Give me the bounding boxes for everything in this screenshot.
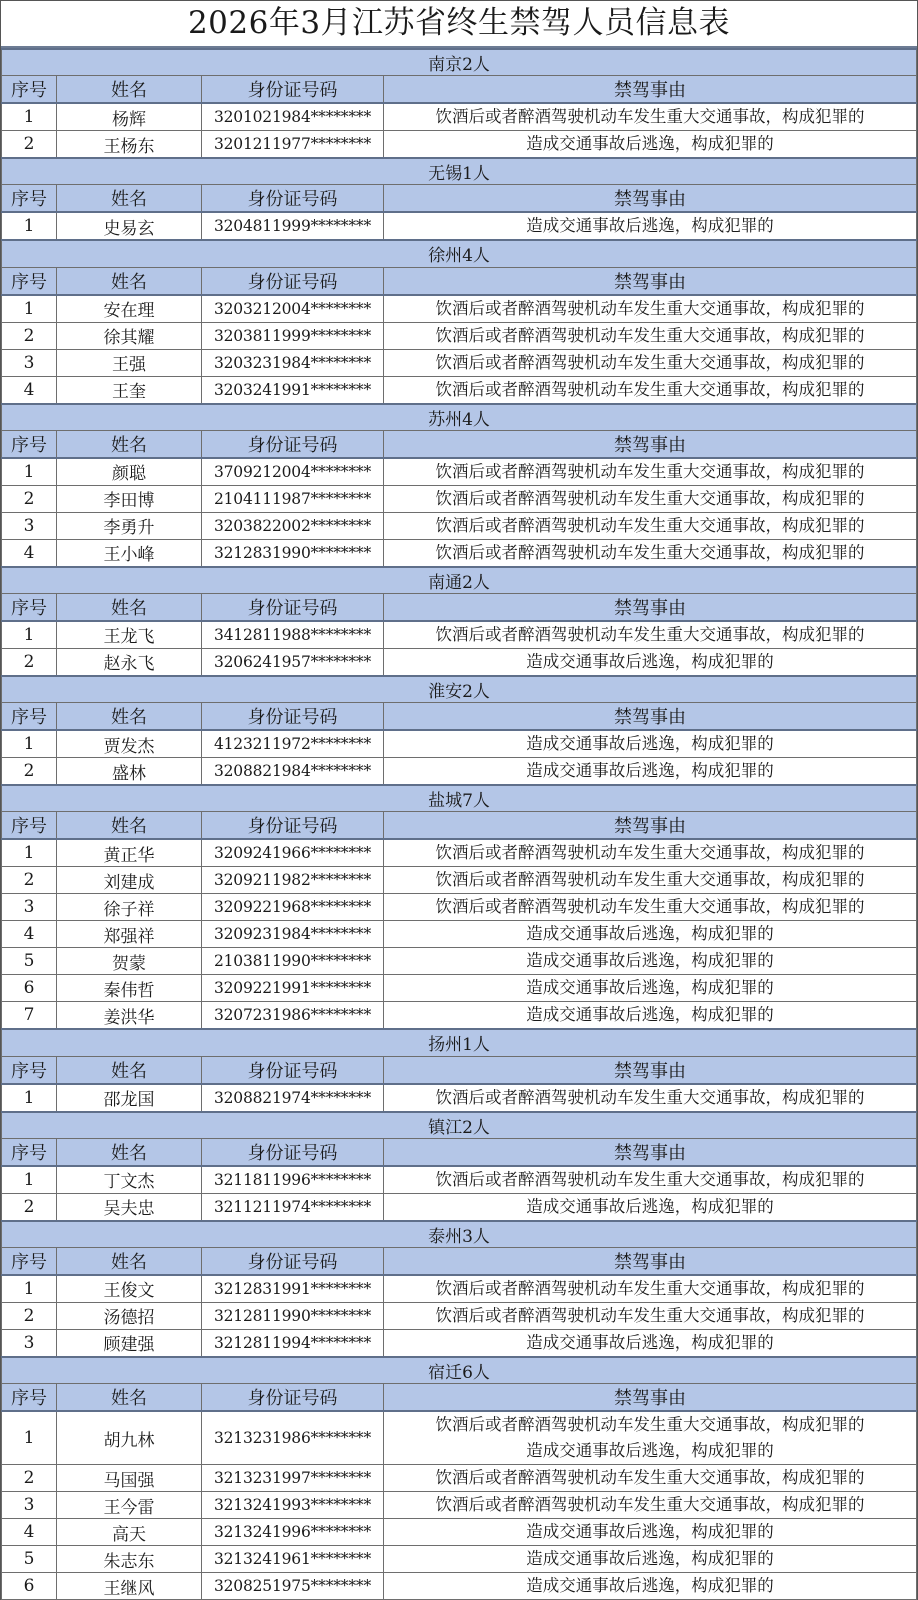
- name-cell: 李勇升: [57, 512, 202, 539]
- reason-header: 禁驾事由: [384, 1247, 917, 1275]
- seq-cell: 2: [2, 485, 57, 512]
- table-row: [2, 1002, 917, 1030]
- id-number-cell: 3212831990********: [202, 539, 384, 567]
- seq-cell: 5: [2, 948, 57, 975]
- reason-cell: [384, 212, 917, 240]
- id-number-cell: 3213241993********: [202, 1492, 384, 1519]
- id-number-cell: 3203212004********: [202, 295, 384, 323]
- name-cell: 李田博: [57, 485, 202, 512]
- name-cell: 吴夫忠: [57, 1193, 202, 1221]
- column-header-row: [2, 812, 917, 840]
- seq-cell: 2: [2, 867, 57, 894]
- name-cell: 贾发杰: [57, 730, 202, 758]
- seq-cell: 2: [2, 648, 57, 676]
- seq-cell: 3: [2, 349, 57, 376]
- reason-header: 禁驾事由: [384, 593, 917, 621]
- id-number-cell: 3209241966********: [202, 839, 384, 867]
- region-header-row: [2, 158, 917, 185]
- id-header: 身份证号码: [202, 812, 384, 840]
- name-cell: 徐其耀: [57, 322, 202, 349]
- seq-cell: 3: [2, 1329, 57, 1357]
- reason-line: 造成交通事故后逃逸，构成犯罪的: [526, 1196, 774, 1216]
- id-header: 身份证号码: [202, 1138, 384, 1166]
- seq-cell: 2: [2, 1302, 57, 1329]
- seq-header: 序号: [2, 1056, 57, 1084]
- id-header: 身份证号码: [202, 76, 384, 104]
- reason-line: 饮酒后或者醉酒驾驶机动车发生重大交通事故，构成犯罪的: [435, 1169, 865, 1189]
- region-title: 盐城7人: [2, 785, 917, 812]
- table-row: [2, 758, 917, 786]
- ban-table-body: [2, 49, 917, 1600]
- reason-line: 饮酒后或者醉酒驾驶机动车发生重大交通事故，构成犯罪的: [435, 624, 865, 644]
- table-row: [2, 376, 917, 404]
- region-header-row: [2, 785, 917, 812]
- region-title: 徐州4人: [2, 240, 917, 267]
- table-row: [2, 349, 917, 376]
- reason-cell: [384, 1166, 917, 1194]
- reason-cell: [384, 539, 917, 567]
- table-row: [2, 1166, 917, 1194]
- reason-cell: [384, 867, 917, 894]
- column-header-row: [2, 1138, 917, 1166]
- seq-header: 序号: [2, 1384, 57, 1412]
- seq-cell: 3: [2, 512, 57, 539]
- reason-line: 饮酒后或者醉酒驾驶机动车发生重大交通事故，构成犯罪的: [435, 1087, 865, 1107]
- name-cell: 盛林: [57, 758, 202, 786]
- reason-cell: [384, 1573, 917, 1600]
- reason-cell: [384, 758, 917, 786]
- id-number-cell: 3209221968********: [202, 894, 384, 921]
- name-cell: 王今雷: [57, 1492, 202, 1519]
- ban-table: [1, 48, 917, 1600]
- reason-cell: [384, 975, 917, 1002]
- id-number-cell: 4123211972********: [202, 730, 384, 758]
- name-cell: 秦伟哲: [57, 975, 202, 1002]
- table-row: [2, 131, 917, 159]
- id-number-cell: 3208251975********: [202, 1573, 384, 1600]
- id-header: 身份证号码: [202, 1384, 384, 1412]
- seq-cell: 1: [2, 730, 57, 758]
- reason-line: 造成交通事故后逃逸，构成犯罪的: [526, 734, 774, 754]
- id-number-cell: 2104111987********: [202, 485, 384, 512]
- column-header-row: [2, 703, 917, 731]
- region-title: 淮安2人: [2, 676, 917, 703]
- reason-header: 禁驾事由: [384, 1138, 917, 1166]
- seq-cell: 1: [2, 212, 57, 240]
- name-cell: 刘建成: [57, 867, 202, 894]
- id-number-cell: 3201021984********: [202, 103, 384, 131]
- reason-cell: [384, 1329, 917, 1357]
- column-header-row: [2, 185, 917, 213]
- reason-line: 造成交通事故后逃逸，构成犯罪的: [526, 134, 774, 154]
- name-cell: 顾建强: [57, 1329, 202, 1357]
- name-header: 姓名: [57, 1138, 202, 1166]
- reason-cell: [384, 103, 917, 131]
- id-number-cell: 3212811990********: [202, 1302, 384, 1329]
- reason-cell: [384, 1275, 917, 1303]
- id-header: 身份证号码: [202, 593, 384, 621]
- reason-header: 禁驾事由: [384, 267, 917, 295]
- id-number-cell: 3203231984********: [202, 349, 384, 376]
- id-number-cell: 3213231986********: [202, 1411, 384, 1465]
- id-header: 身份证号码: [202, 703, 384, 731]
- reason-cell: [384, 1302, 917, 1329]
- reason-line: 造成交通事故后逃逸，构成犯罪的: [526, 651, 774, 671]
- reason-cell: [384, 1519, 917, 1546]
- table-row: [2, 894, 917, 921]
- reason-header: 禁驾事由: [384, 76, 917, 104]
- name-cell: 王强: [57, 349, 202, 376]
- id-number-cell: 3412811988********: [202, 621, 384, 649]
- name-header: 姓名: [57, 703, 202, 731]
- name-cell: 王奎: [57, 376, 202, 404]
- reason-line: 饮酒后或者醉酒驾驶机动车发生重大交通事故，构成犯罪的: [435, 515, 865, 535]
- name-cell: 颜聪: [57, 458, 202, 486]
- id-number-cell: 3209221991********: [202, 975, 384, 1002]
- reason-cell: [384, 1084, 917, 1112]
- seq-cell: 6: [2, 1573, 57, 1600]
- id-header: 身份证号码: [202, 430, 384, 458]
- table-row: [2, 322, 917, 349]
- id-number-cell: 3209211982********: [202, 867, 384, 894]
- column-header-row: [2, 76, 917, 104]
- seq-cell: 3: [2, 894, 57, 921]
- seq-header: 序号: [2, 267, 57, 295]
- seq-cell: 2: [2, 1465, 57, 1492]
- reason-line: 饮酒后或者醉酒驾驶机动车发生重大交通事故，构成犯罪的: [435, 352, 865, 372]
- id-number-cell: 3206241957********: [202, 648, 384, 676]
- name-header: 姓名: [57, 430, 202, 458]
- reason-line: 造成交通事故后逃逸，构成犯罪的: [526, 951, 774, 971]
- region-header-row: [2, 567, 917, 594]
- region-title: 南京2人: [2, 49, 917, 76]
- seq-cell: 2: [2, 1193, 57, 1221]
- seq-cell: 4: [2, 921, 57, 948]
- id-number-cell: 3208821984********: [202, 758, 384, 786]
- table-row: [2, 921, 917, 948]
- table-row: [2, 648, 917, 676]
- name-header: 姓名: [57, 1056, 202, 1084]
- reason-line: 饮酒后或者醉酒驾驶机动车发生重大交通事故，构成犯罪的: [435, 461, 865, 481]
- reason-line: 造成交通事故后逃逸，构成犯罪的: [526, 216, 774, 236]
- region-title: 南通2人: [2, 567, 917, 594]
- name-cell: 丁文杰: [57, 1166, 202, 1194]
- reason-line: 饮酒后或者醉酒驾驶机动车发生重大交通事故，构成犯罪的: [435, 1468, 865, 1488]
- reason-line: 饮酒后或者醉酒驾驶机动车发生重大交通事故，构成犯罪的: [435, 1495, 865, 1515]
- id-number-cell: 3213241961********: [202, 1546, 384, 1573]
- reason-cell: [384, 648, 917, 676]
- reason-line: 造成交通事故后逃逸，构成犯罪的: [526, 1441, 774, 1461]
- reason-line: 饮酒后或者醉酒驾驶机动车发生重大交通事故，构成犯罪的: [435, 325, 865, 345]
- table-row: [2, 1411, 917, 1465]
- reason-line: 造成交通事故后逃逸，构成犯罪的: [526, 924, 774, 944]
- seq-cell: 1: [2, 621, 57, 649]
- name-cell: 汤德招: [57, 1302, 202, 1329]
- reason-line: 造成交通事故后逃逸，构成犯罪的: [526, 1005, 774, 1025]
- column-header-row: [2, 1247, 917, 1275]
- region-header-row: [2, 1112, 917, 1139]
- reason-line: 造成交通事故后逃逸，构成犯罪的: [526, 761, 774, 781]
- reason-line: 造成交通事故后逃逸，构成犯罪的: [526, 1332, 774, 1352]
- reason-header: 禁驾事由: [384, 812, 917, 840]
- column-header-row: [2, 430, 917, 458]
- region-title: 苏州4人: [2, 404, 917, 431]
- reason-header: 禁驾事由: [384, 1384, 917, 1412]
- reason-cell: [384, 295, 917, 323]
- name-header: 姓名: [57, 185, 202, 213]
- region-title: 镇江2人: [2, 1112, 917, 1139]
- region-title: 泰州3人: [2, 1221, 917, 1248]
- table-row: [2, 1519, 917, 1546]
- reason-cell: [384, 1546, 917, 1573]
- reason-line: 造成交通事故后逃逸，构成犯罪的: [526, 1522, 774, 1542]
- name-cell: 高天: [57, 1519, 202, 1546]
- reason-line: 饮酒后或者醉酒驾驶机动车发生重大交通事故，构成犯罪的: [435, 542, 865, 562]
- table-row: [2, 1465, 917, 1492]
- id-number-cell: 3213231997********: [202, 1465, 384, 1492]
- seq-cell: 1: [2, 1166, 57, 1194]
- region-title: 宿迁6人: [2, 1357, 917, 1384]
- reason-cell: [384, 948, 917, 975]
- table-row: [2, 1193, 917, 1221]
- seq-cell: 2: [2, 322, 57, 349]
- table-row: [2, 1275, 917, 1303]
- seq-header: 序号: [2, 703, 57, 731]
- name-cell: 王小峰: [57, 539, 202, 567]
- table-row: [2, 212, 917, 240]
- seq-cell: 1: [2, 1275, 57, 1303]
- name-cell: 黄正华: [57, 839, 202, 867]
- name-cell: 胡九林: [57, 1411, 202, 1465]
- reason-cell: [384, 512, 917, 539]
- seq-header: 序号: [2, 1247, 57, 1275]
- region-header-row: [2, 1221, 917, 1248]
- name-cell: 马国强: [57, 1465, 202, 1492]
- seq-cell: 1: [2, 1411, 57, 1465]
- reason-cell: [384, 1492, 917, 1519]
- id-header: 身份证号码: [202, 267, 384, 295]
- reason-cell: [384, 1193, 917, 1221]
- region-header-row: [2, 404, 917, 431]
- id-number-cell: 3213241996********: [202, 1519, 384, 1546]
- seq-cell: 4: [2, 1519, 57, 1546]
- id-header: 身份证号码: [202, 185, 384, 213]
- reason-header: 禁驾事由: [384, 1056, 917, 1084]
- reason-line: 饮酒后或者醉酒驾驶机动车发生重大交通事故，构成犯罪的: [435, 1278, 865, 1298]
- reason-line: 饮酒后或者醉酒驾驶机动车发生重大交通事故，构成犯罪的: [435, 488, 865, 508]
- table-row: [2, 1492, 917, 1519]
- region-header-row: [2, 49, 917, 76]
- table-row: [2, 948, 917, 975]
- name-cell: 安在理: [57, 295, 202, 323]
- name-header: 姓名: [57, 76, 202, 104]
- column-header-row: [2, 1384, 917, 1412]
- id-number-cell: 3208821974********: [202, 1084, 384, 1112]
- region-header-row: [2, 1357, 917, 1384]
- id-number-cell: 2103811990********: [202, 948, 384, 975]
- name-cell: 王杨东: [57, 131, 202, 159]
- reason-header: 禁驾事由: [384, 185, 917, 213]
- id-number-cell: 3212831991********: [202, 1275, 384, 1303]
- reason-line: 造成交通事故后逃逸，构成犯罪的: [526, 1576, 774, 1596]
- reason-line: 饮酒后或者醉酒驾驶机动车发生重大交通事故，构成犯罪的: [435, 107, 865, 127]
- reason-line: 饮酒后或者醉酒驾驶机动车发生重大交通事故，构成犯罪的: [435, 298, 865, 318]
- name-cell: 王俊文: [57, 1275, 202, 1303]
- reason-cell: [384, 1411, 917, 1465]
- table-row: [2, 539, 917, 567]
- reason-line: 饮酒后或者醉酒驾驶机动车发生重大交通事故，构成犯罪的: [435, 379, 865, 399]
- name-header: 姓名: [57, 1384, 202, 1412]
- seq-cell: 1: [2, 839, 57, 867]
- reason-line: 饮酒后或者醉酒驾驶机动车发生重大交通事故，构成犯罪的: [435, 870, 865, 890]
- reason-header: 禁驾事由: [384, 430, 917, 458]
- seq-cell: 7: [2, 1002, 57, 1030]
- table-row: [2, 621, 917, 649]
- region-header-row: [2, 676, 917, 703]
- table-row: [2, 975, 917, 1002]
- table-row: [2, 512, 917, 539]
- seq-header: 序号: [2, 1138, 57, 1166]
- seq-cell: 1: [2, 295, 57, 323]
- table-row: [2, 1084, 917, 1112]
- region-title: 扬州1人: [2, 1029, 917, 1056]
- name-cell: 贺蒙: [57, 948, 202, 975]
- reason-cell: [384, 1465, 917, 1492]
- column-header-row: [2, 593, 917, 621]
- reason-cell: [384, 839, 917, 867]
- seq-header: 序号: [2, 593, 57, 621]
- reason-line: 饮酒后或者醉酒驾驶机动车发生重大交通事故，构成犯罪的: [435, 1305, 865, 1325]
- id-number-cell: 3201211977********: [202, 131, 384, 159]
- name-header: 姓名: [57, 812, 202, 840]
- region-header-row: [2, 1029, 917, 1056]
- id-number-cell: 3203811999********: [202, 322, 384, 349]
- reason-cell: [384, 349, 917, 376]
- name-header: 姓名: [57, 267, 202, 295]
- name-cell: 姜洪华: [57, 1002, 202, 1030]
- table-row: [2, 1329, 917, 1357]
- reason-line: 饮酒后或者醉酒驾驶机动车发生重大交通事故，构成犯罪的: [435, 1415, 865, 1435]
- seq-cell: 1: [2, 103, 57, 131]
- seq-header: 序号: [2, 430, 57, 458]
- name-header: 姓名: [57, 593, 202, 621]
- reason-cell: [384, 730, 917, 758]
- table-row: [2, 458, 917, 486]
- name-cell: 杨辉: [57, 103, 202, 131]
- table-row: [2, 1302, 917, 1329]
- reason-cell: [384, 322, 917, 349]
- seq-header: 序号: [2, 76, 57, 104]
- table-row: [2, 295, 917, 323]
- id-header: 身份证号码: [202, 1056, 384, 1084]
- seq-cell: 5: [2, 1546, 57, 1573]
- reason-cell: [384, 621, 917, 649]
- reason-cell: [384, 921, 917, 948]
- seq-cell: 6: [2, 975, 57, 1002]
- reason-line: 饮酒后或者醉酒驾驶机动车发生重大交通事故，构成犯罪的: [435, 897, 865, 917]
- column-header-row: [2, 1056, 917, 1084]
- name-cell: 王龙飞: [57, 621, 202, 649]
- reason-line: 饮酒后或者醉酒驾驶机动车发生重大交通事故，构成犯罪的: [435, 843, 865, 863]
- reason-cell: [384, 131, 917, 159]
- name-cell: 邵龙国: [57, 1084, 202, 1112]
- reason-cell: [384, 376, 917, 404]
- reason-line: 造成交通事故后逃逸，构成犯罪的: [526, 1549, 774, 1569]
- id-number-cell: 3211211974********: [202, 1193, 384, 1221]
- reason-cell: [384, 485, 917, 512]
- id-number-cell: 3209231984********: [202, 921, 384, 948]
- id-number-cell: 3203822002********: [202, 512, 384, 539]
- region-title: 无锡1人: [2, 158, 917, 185]
- reason-cell: [384, 894, 917, 921]
- seq-header: 序号: [2, 812, 57, 840]
- seq-cell: 4: [2, 539, 57, 567]
- id-number-cell: 3212811994********: [202, 1329, 384, 1357]
- id-number-cell: 3207231986********: [202, 1002, 384, 1030]
- id-number-cell: 3203241991********: [202, 376, 384, 404]
- seq-cell: 2: [2, 131, 57, 159]
- name-cell: 王继风: [57, 1573, 202, 1600]
- name-cell: 朱志东: [57, 1546, 202, 1573]
- reason-cell: [384, 1002, 917, 1030]
- reason-cell: [384, 458, 917, 486]
- seq-header: 序号: [2, 185, 57, 213]
- region-header-row: [2, 240, 917, 267]
- id-number-cell: 3211811996********: [202, 1166, 384, 1194]
- name-header: 姓名: [57, 1247, 202, 1275]
- name-cell: 郑强祥: [57, 921, 202, 948]
- table-row: [2, 1573, 917, 1600]
- seq-cell: 2: [2, 758, 57, 786]
- table-row: [2, 839, 917, 867]
- name-cell: 徐子祥: [57, 894, 202, 921]
- reason-line: 造成交通事故后逃逸，构成犯罪的: [526, 978, 774, 998]
- name-cell: 赵永飞: [57, 648, 202, 676]
- table-row: [2, 730, 917, 758]
- sheet-title: 2026年3月江苏省终生禁驾人员信息表: [1, 1, 917, 48]
- seq-cell: 4: [2, 376, 57, 404]
- table-row: [2, 485, 917, 512]
- seq-cell: 3: [2, 1492, 57, 1519]
- column-header-row: [2, 267, 917, 295]
- name-cell: 史易玄: [57, 212, 202, 240]
- id-header: 身份证号码: [202, 1247, 384, 1275]
- id-number-cell: 3204811999********: [202, 212, 384, 240]
- seq-cell: 1: [2, 1084, 57, 1112]
- table-row: [2, 1546, 917, 1573]
- reason-header: 禁驾事由: [384, 703, 917, 731]
- seq-cell: 1: [2, 458, 57, 486]
- table-row: [2, 103, 917, 131]
- table-row: [2, 867, 917, 894]
- id-number-cell: 3709212004********: [202, 458, 384, 486]
